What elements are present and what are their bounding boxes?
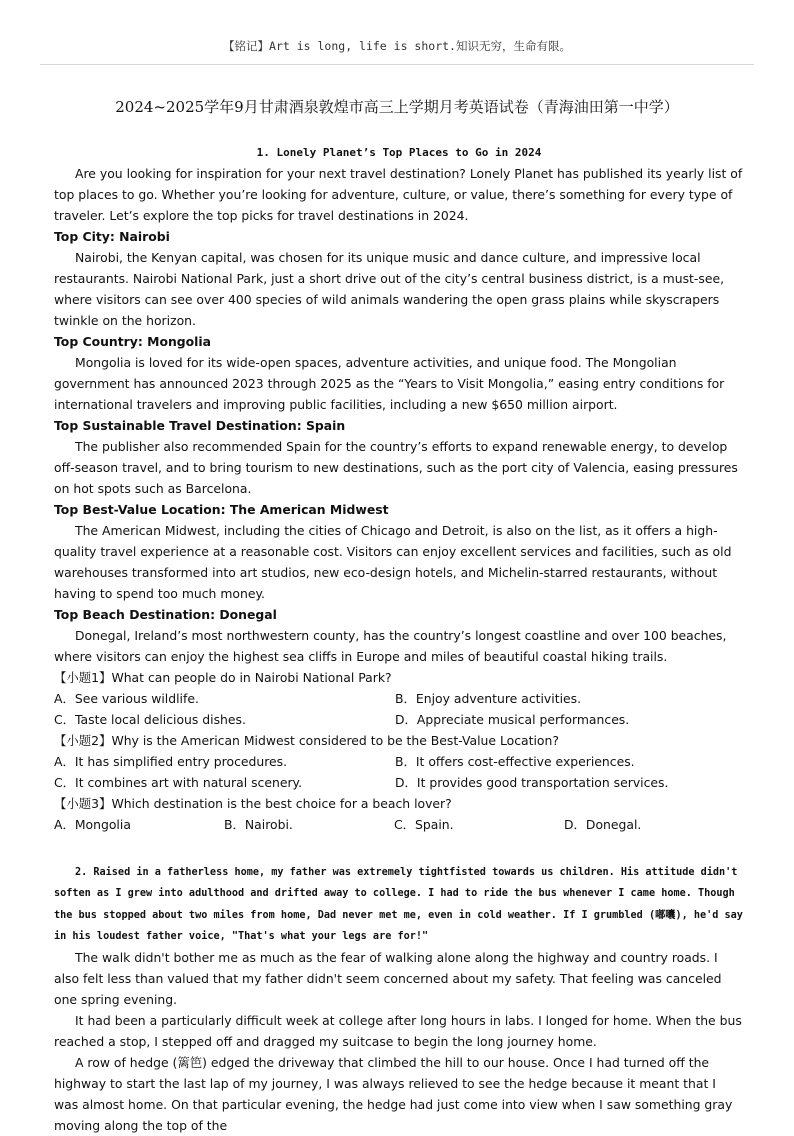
question-2-options [54, 751, 744, 772]
option-c[interactable]: C．It combines art with natural scenery. [54, 775, 303, 790]
section-heading: Top City: Nairobi [54, 229, 170, 244]
question-2-stem: 【小题2】Why is the American Midwest considered to be the Best-Value Location? [54, 733, 559, 748]
section-heading: Top Country: Mongolia [54, 334, 212, 349]
passage1-intro: Are you looking for inspiration for your next travel destination? Lonely Planet has published its yearly list of top places to go. Whether you’re looking for adventure, culture, or value, there’s something for every type of traveler. Let’s explore the top picks for travel destinations in 2024. [54, 166, 743, 223]
option-c[interactable]: C．Taste local delicious dishes. [54, 712, 246, 727]
option-b[interactable]: B．Nairobi. [224, 817, 293, 832]
option-d[interactable]: D．Donegal. [564, 817, 642, 832]
passage2-paragraph: The walk didn't bother me as much as the fear of walking alone along the highway and country roads. I also felt less than valued that my father didn't seem concerned about my safety. That feeling was canceled one spring evening. [54, 950, 722, 1008]
passage2-paragraph: A row of hedge (篱笆) edged the driveway that climbed the hill to our house. Once I had turned off the highway to start the last lap of my journey, I was always relieved to see the hedge because it meant that I was almost home. On that particular evening, the hedge had just come into view when I saw something gray moving along the top of the [54, 1055, 733, 1134]
question-1-stem: 【小题1】What can people do in Nairobi National Park? [54, 670, 392, 685]
passage2-paragraph: It had been a particularly difficult week at college after long hours in labs. I longed for home. When the bus reached a stop, I stepped off and dragged my suitcase to begin the long journey home. [54, 1013, 742, 1050]
option-d[interactable]: D．It provides good transportation services. [395, 775, 669, 790]
section-heading: Top Best-Value Location: The American Midwest [54, 502, 389, 517]
option-c[interactable]: C．Spain. [394, 817, 454, 832]
option-d[interactable]: D．Appreciate musical performances. [395, 712, 630, 727]
option-a[interactable]: A．Mongolia [54, 817, 131, 832]
question-3-stem: 【小题3】Which destination is the best choice for a beach lover? [54, 796, 452, 811]
section-heading: Top Sustainable Travel Destination: Spain [54, 418, 346, 433]
passage1-subtitle: 1. Lonely Planet’s Top Places to Go in 2024 [256, 146, 542, 159]
exam-content [54, 142, 744, 1136]
section-text: Nairobi, the Kenyan capital, was chosen for its unique music and dance culture, and impressive local restaurants. Nairobi National Park, just a short drive out of the city’s central business district, is a must-see, where visitors can see over 400 species of wild animals wandering the open grass plains while skyscrapers twinkle on the horizon. [54, 250, 725, 328]
question-1-options [54, 688, 744, 709]
option-b[interactable]: B．Enjoy adventure activities. [395, 691, 582, 706]
page-header-motto: 【铭记】Art is long, life is short.知识无穷，生命有限。 [223, 39, 571, 53]
passage-gap [54, 835, 744, 862]
header-divider [40, 64, 754, 65]
section-heading: Top Beach Destination: Donegal [54, 607, 277, 622]
question-2-options [54, 772, 744, 793]
question-1-options [54, 709, 744, 730]
option-b[interactable]: B．It offers cost-effective experiences. [395, 754, 635, 769]
exam-title: 2024~2025学年9月甘肃酒泉敦煌市高三上学期月考英语试卷（青海油田第一中学） [115, 98, 679, 116]
section-text: The American Midwest, including the cities of Chicago and Detroit, is also on the list, as it offers a high-quality travel experience at a reasonable cost. Visitors can enjoy excellent services and facilities, such as old warehouses transformed into art studios, new eco-design hotels, and Michelin-starred restaurants, without having to spend too much money. [54, 523, 732, 601]
section-text: The publisher also recommended Spain for the country’s efforts to expand renewable energy, to develop off-season travel, and to bring tourism to new destinations, such as the port city of Valencia, easing pressures on hot spots such as Barcelona. [54, 439, 738, 496]
section-text: Donegal, Ireland’s most northwestern county, has the country’s longest coastline and over 100 beaches, where visitors can enjoy the highest sea cliffs in Europe and miles of beautiful coastal hiking trails. [54, 628, 727, 664]
option-a[interactable]: A．See various wildlife. [54, 691, 199, 706]
section-text: Mongolia is loved for its wide-open spaces, adventure activities, and unique food. The Mongolian government has announced 2023 through 2025 as the “Years to Visit Mongolia,” easing entry conditions for international travelers and improving public facilities, including a new $650 million airport. [54, 355, 725, 412]
question-3-options [54, 814, 744, 835]
passage2-intro: 2. Raised in a fatherless home, my father was extremely tightfisted towards us children. His attitude didn't soften as I grew into adulthood and drifted away to college. I had to ride the bus whenever I came home. Though the bus stopped about two miles from home, Dad never met me, even in cold weather. If I grumbled (嘟囔), he'd say in his loudest father voice, "That's what your legs are for!" [54, 867, 743, 942]
option-a[interactable]: A．It has simplified entry procedures. [54, 754, 288, 769]
